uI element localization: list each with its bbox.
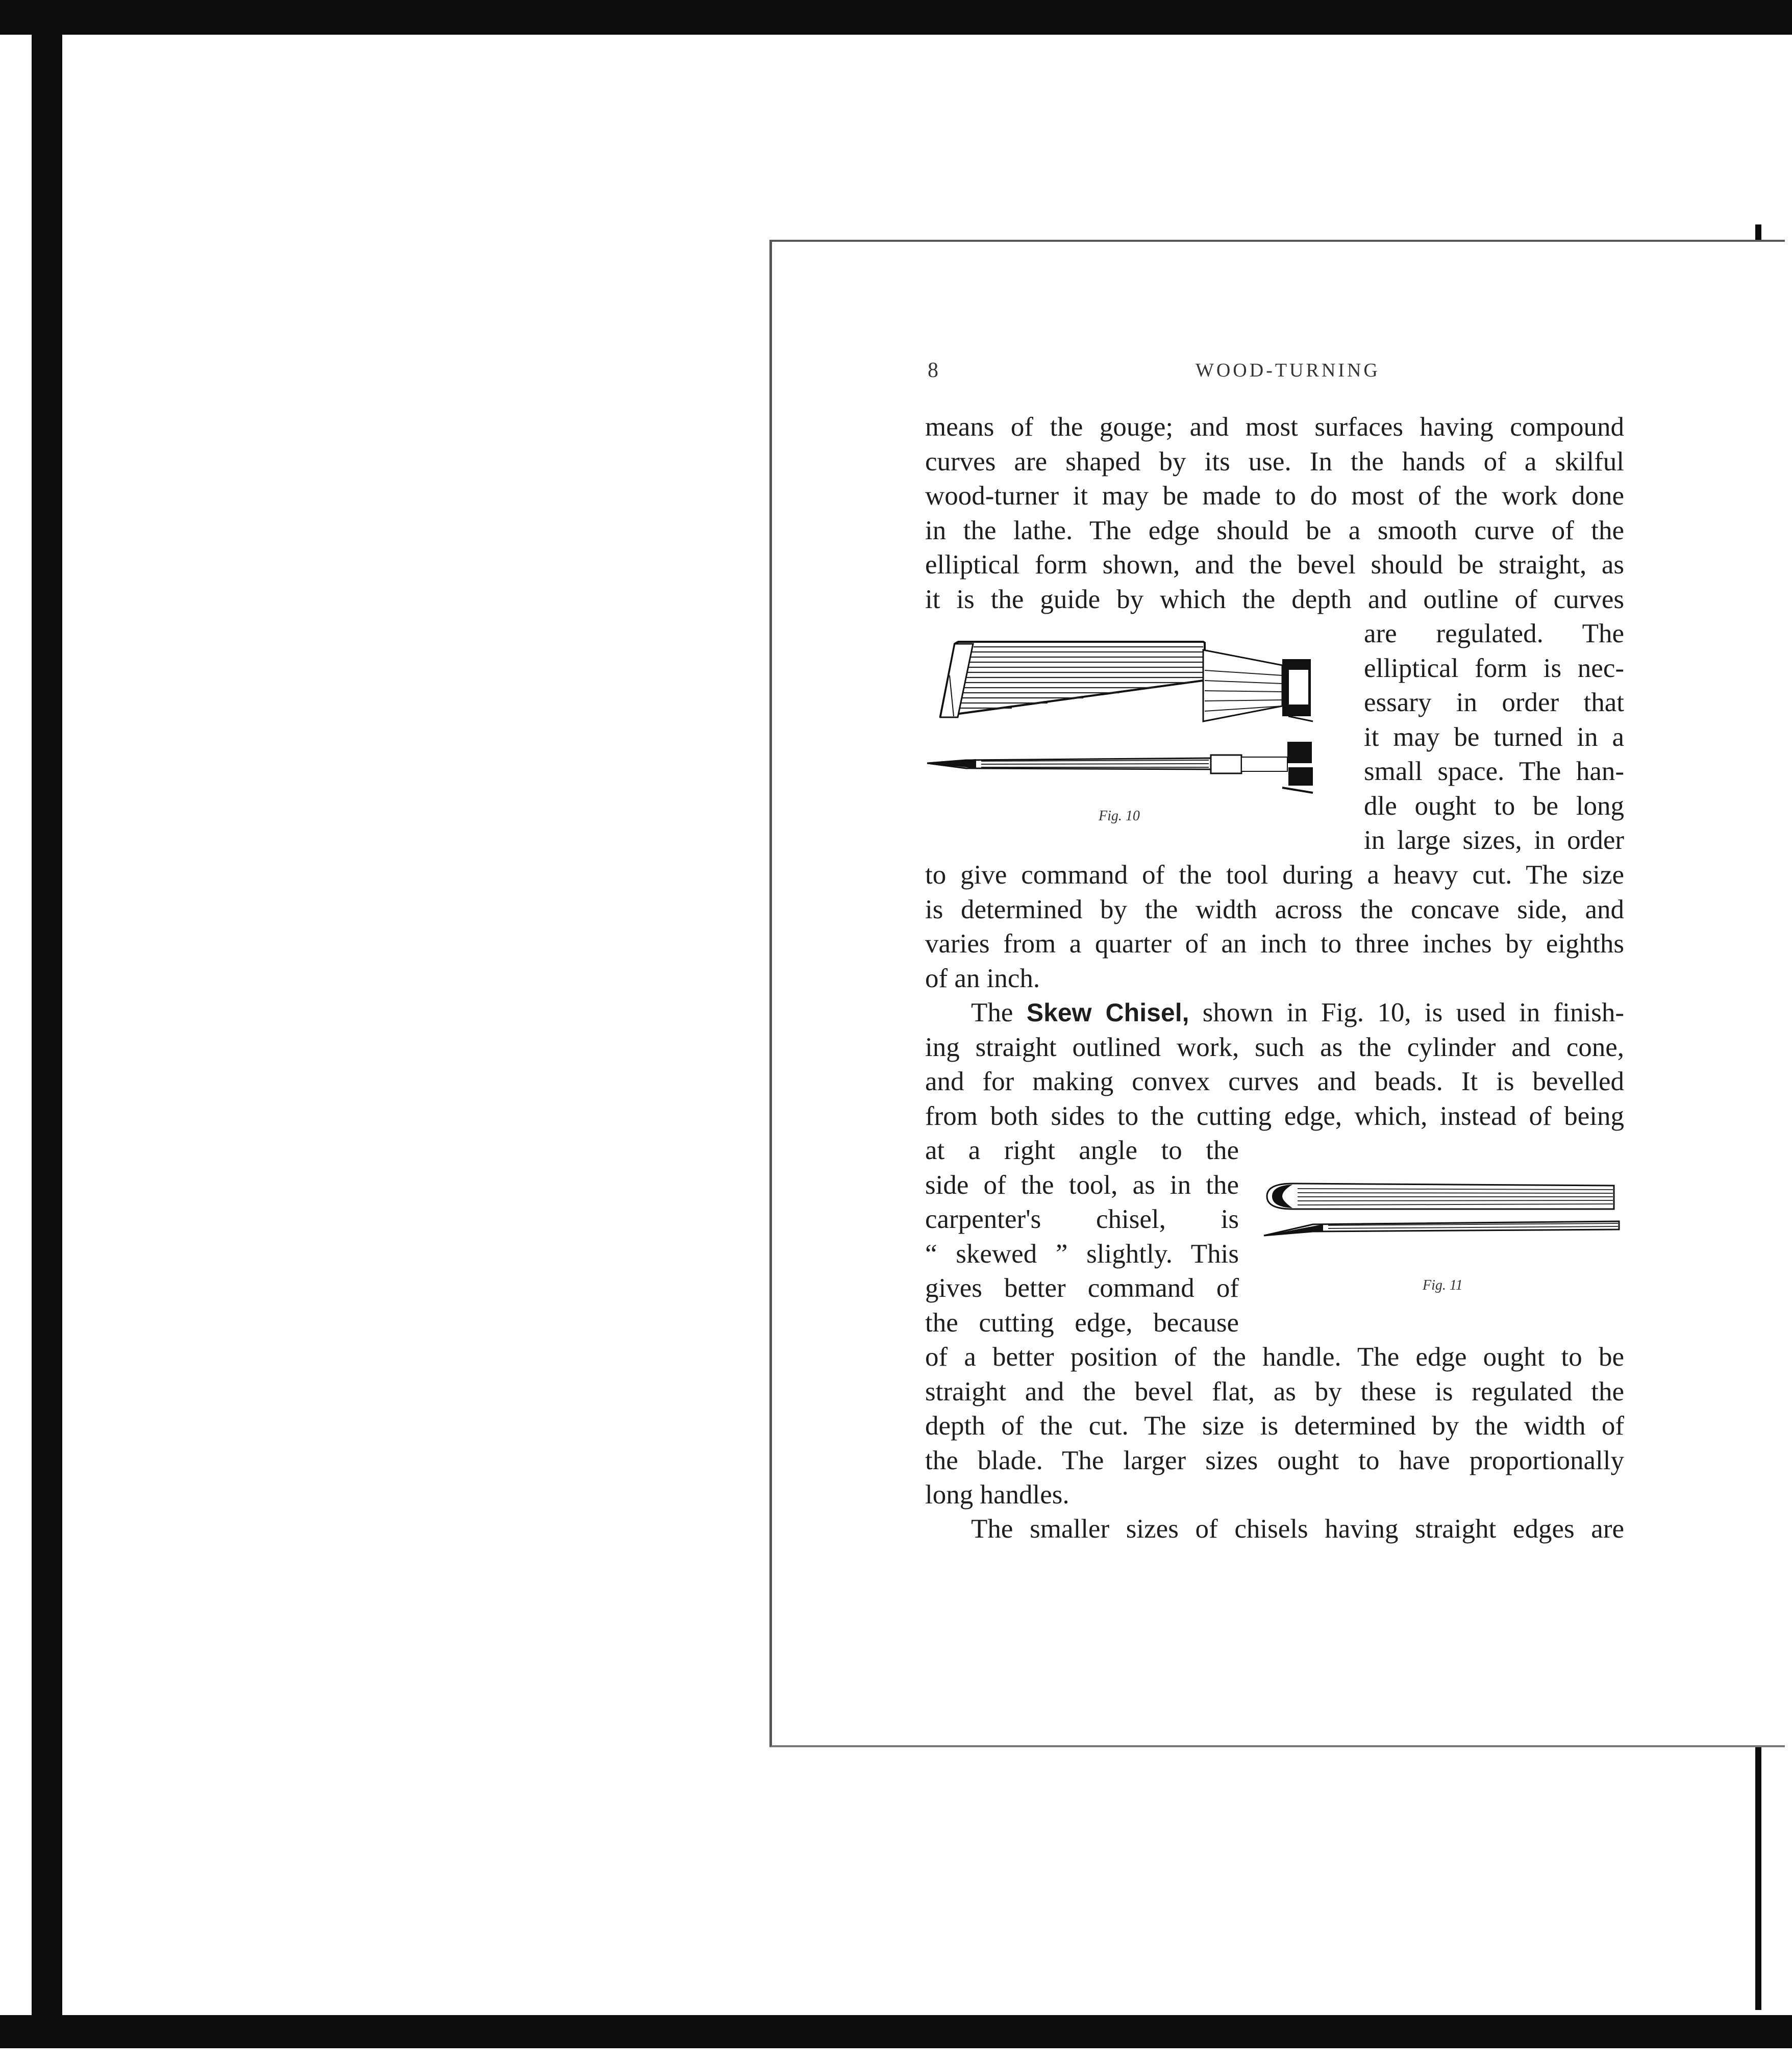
chisel-pair-illustration-icon [1262, 1180, 1624, 1247]
running-title: WOOD-TURNING [1196, 360, 1380, 381]
paragraph-gouge-bottom [925, 858, 1624, 996]
skew-chisel-illustration-icon [925, 640, 1354, 803]
paragraph-skew-chisel-side [925, 1134, 1239, 1340]
scan-border-top [0, 0, 1792, 35]
text-fragment: The [971, 998, 1027, 1027]
text-line: of a better position of the handle. The edge ought to be [925, 1342, 1624, 1372]
text-line: small space. The han- [1364, 757, 1624, 786]
text-line: straight and the bevel flat, as by these is regulated the [925, 1376, 1624, 1406]
page-number: 8 [928, 359, 938, 382]
text-line: long handles. [925, 1480, 1069, 1510]
paragraph-skew-chisel-top [925, 996, 1624, 1134]
paragraph-small-chisels [925, 1512, 1624, 1547]
paragraph-skew-chisel-bottom [925, 1340, 1624, 1513]
paragraph-gouge-side [1364, 617, 1624, 858]
paragraph-gouge-top [925, 410, 1624, 617]
text-line: the blade. The larger sizes ought to have proportionally [925, 1445, 1624, 1475]
figure-10-caption: Fig. 10 [1099, 808, 1140, 824]
text-line: from both sides to the cutting edge, which, instead of being [925, 1101, 1624, 1131]
text-line: in large sizes, in order [1364, 825, 1624, 855]
text-line: curves are shaped by its use. In the hands of a skilful [925, 446, 1624, 476]
text-line: is determined by the width across the concave side, and [925, 894, 1624, 924]
text-line: it is the guide by which the depth and outline of curves [925, 584, 1624, 614]
text-line: the cutting edge, because [925, 1308, 1239, 1338]
text-line: essary in order that [1364, 688, 1624, 717]
book-page [769, 240, 1785, 1747]
text-line: in the lathe. The edge should be a smooth curve of the [925, 515, 1624, 545]
text-line [925, 996, 1624, 1030]
text-line: side of the tool, as in the [925, 1170, 1239, 1200]
text-line: at a right angle to the [925, 1136, 1239, 1165]
text-line: of an inch. [925, 963, 1040, 993]
text-line: depth of the cut. The size is determined by the width of [925, 1411, 1624, 1441]
text-line: “ skewed ” slightly. This [925, 1239, 1239, 1269]
text-line: to give command of the tool during a heavy cut. The size [925, 860, 1624, 890]
text-line: carpenter's chisel, is [925, 1204, 1239, 1234]
term-skew-chisel: Skew Chisel, [1026, 998, 1189, 1027]
text-line: varies from a quarter of an inch to three inches by eighths [925, 929, 1624, 959]
text-line: and for making convex curves and beads. It is bevelled [925, 1067, 1624, 1096]
figure-11-caption: Fig. 11 [1423, 1277, 1463, 1293]
figure-10 [925, 640, 1354, 803]
text-line: elliptical form shown, and the bevel should be straight, as [925, 550, 1624, 580]
text-line: dle ought to be long [1364, 791, 1624, 821]
text-line: The smaller sizes of chisels having straight edges are [971, 1514, 1624, 1544]
text-line: it may be turned in a [1364, 722, 1624, 752]
scan-border-left [32, 31, 62, 2020]
figure-11 [1262, 1180, 1624, 1247]
text-fragment: shown in Fig. 10, is used in finish- [1189, 998, 1624, 1027]
text-line: means of the gouge; and most surfaces having compound [925, 412, 1624, 442]
text-line: gives better command of [925, 1273, 1239, 1303]
text-line: wood-turner it may be made to do most of the work done [925, 481, 1624, 511]
text-line: elliptical form is nec- [1364, 653, 1624, 683]
scan-border-bottom [0, 2015, 1792, 2048]
text-line: ing straight outlined work, such as the cylinder and cone, [925, 1032, 1624, 1062]
text-line: are regulated. The [1364, 619, 1624, 648]
